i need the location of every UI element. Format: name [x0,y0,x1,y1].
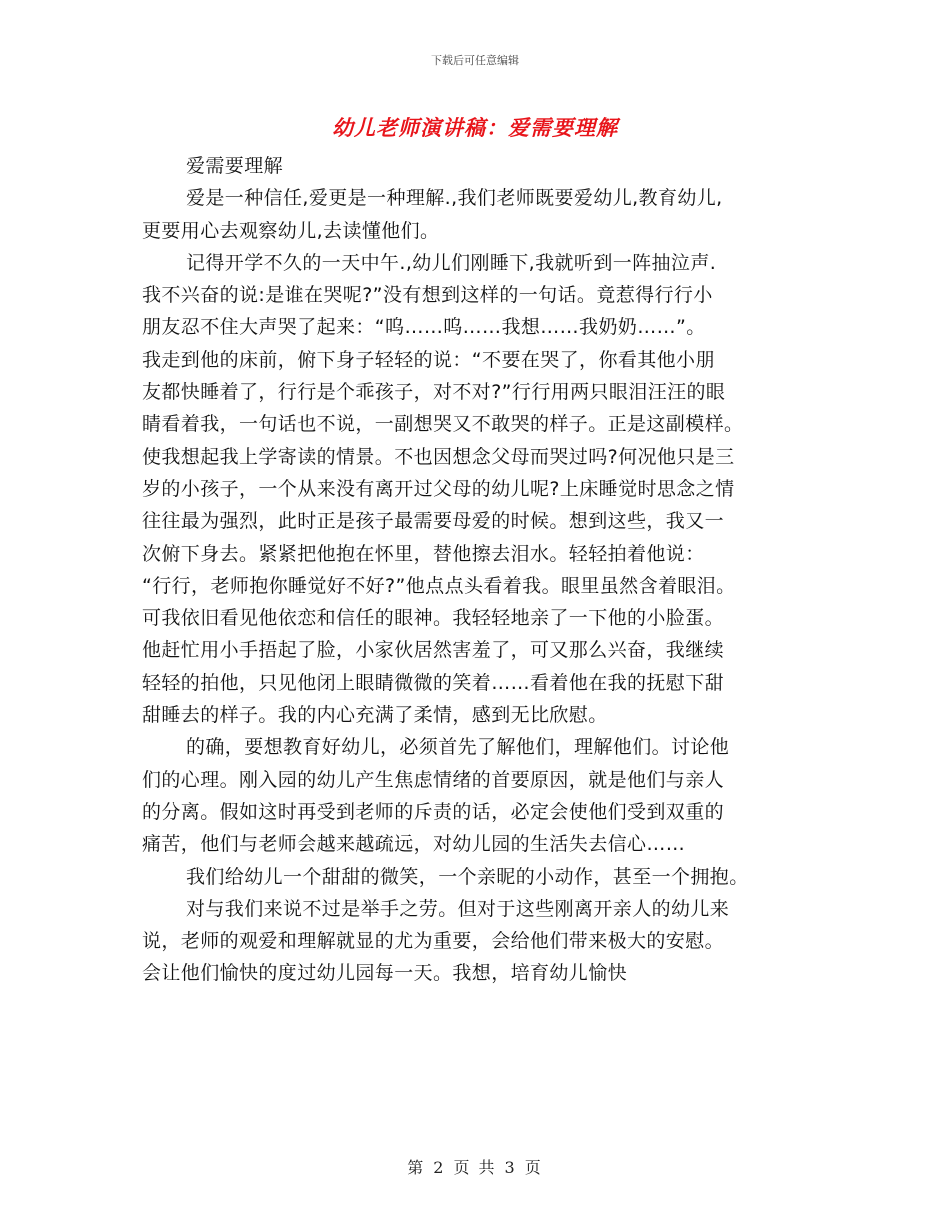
body-line: 朋友忍不住大声哭了起来：“呜……呜……我想……我奶奶……”。 [142,316,706,339]
body-line: 他赶忙用小手捂起了脸，小家伙居然害羞了，可又那么兴奋，我继续 [142,639,725,662]
body-line: 友都快睡着了，行行是个乖孩子，对不对?”行行用两只眼泪汪汪的眼 [142,381,726,404]
footer-prefix: 第 [407,1158,426,1177]
body-line: 可我依旧看见他依恋和信任的眼神。我轻轻地亲了一下他的小脸蛋。 [142,607,725,630]
body-line: 我走到他的床前，俯下身子轻轻的说：“不要在哭了，你看其他小朋 [142,348,715,371]
body-line: 痛苦，他们与老师会越来越疏远，对幼儿园的生活失去信心…… [142,833,686,856]
body-line: 对与我们来说不过是举手之劳。但对于这些刚离开亲人的幼儿来 [186,897,730,920]
page-footer [0,1155,950,1178]
footer-middle: 页 共 [453,1158,497,1177]
footer-suffix: 页 [524,1158,543,1177]
body-line: 睛看着我，一句话也不说，一副想哭又不敢哭的样子。正是这副模样。 [142,413,744,436]
body-line: 我不兴奋的说:是谁在哭呢?”没有想到这样的一句话。竟惹得行行小 [142,284,713,307]
footer-current-page: 2 [433,1158,446,1177]
body-line: 甜睡去的样子。我的内心充满了柔情，感到无比欣慰。 [142,704,608,727]
header-note: 下载后可任意编辑 [431,54,519,67]
document-body [142,150,822,990]
body-line: 的分离。假如这时再受到老师的斥责的话，必定会使他们受到双重的 [142,800,725,823]
body-line: 记得开学不久的一天中午.,幼儿们刚睡下,我就听到一阵抽泣声. [186,251,717,274]
document-title: 幼儿老师演讲稿：爱需要理解 [332,116,618,140]
body-line: 们的心理。刚入园的幼儿产生焦虑情绪的首要原因，就是他们与亲人 [142,768,725,791]
body-line: 更要用心去观察幼儿,去读懂他们。 [142,219,440,242]
body-line: 次俯下身去。紧紧把他抱在怀里，替他擦去泪水。轻轻拍着他说： [142,542,705,565]
body-line: 爱需要理解 [186,155,284,177]
body-line: 往往最为强烈，此时正是孩子最需要母爱的时候。想到这些，我又一 [142,510,725,533]
body-line: 的确，要想教育好幼儿，必须首先了解他们，理解他们。讨论他 [186,736,730,759]
body-line: 说，老师的观爱和理解就显的尤为重要，会给他们带来极大的安慰。 [142,930,725,953]
body-line: 我们给幼儿一个甜甜的微笑，一个亲昵的小动作，甚至一个拥抱。 [186,865,749,888]
body-line: 使我想起我上学寄读的情景。不也因想念父母而哭过吗?何况他只是三 [142,445,735,468]
body-line: 轻轻的拍他，只见他闭上眼睛微微的笑着……看着他在我的抚慰下甜 [142,671,725,694]
body-line: 岁的小孩子，一个从来没有离开过父母的幼儿呢?上床睡觉时思念之情 [142,477,735,500]
footer-total-pages: 3 [504,1158,517,1177]
body-line: 爱是一种信任,爱更是一种理解.,我们老师既要爱幼儿,教育幼儿, [186,187,723,210]
body-line: “行行，老师抱你睡觉好不好?”他点点头看着我。眼里虽然含着眼泪。 [142,574,736,597]
body-line: 会让他们愉快的度过幼儿园每一天。我想，培育幼儿愉快 [142,962,628,985]
